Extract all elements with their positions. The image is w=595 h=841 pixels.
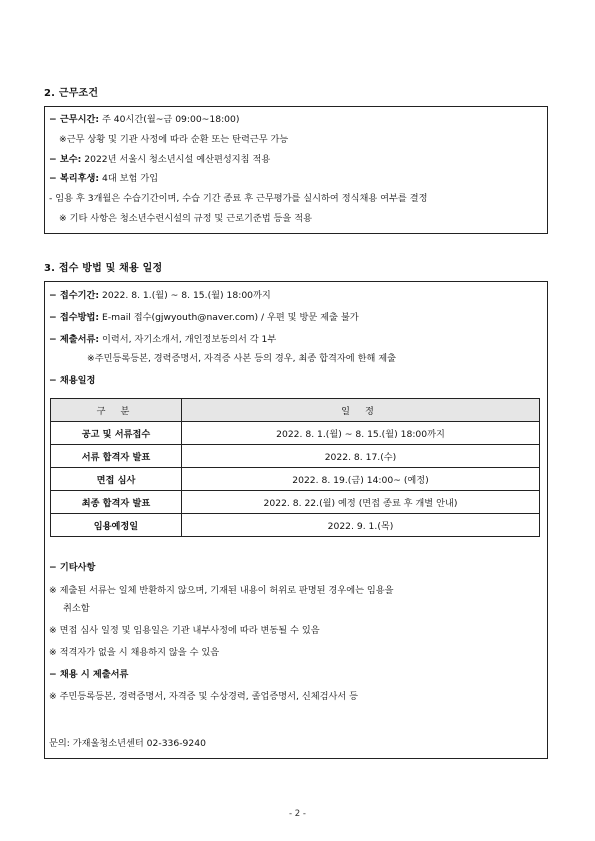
submit-line: − 채용 시 제출서류 — [49, 669, 129, 680]
row-label: 공고 및 서류접수 — [51, 422, 182, 445]
row-label: 서류 합격자 발표 — [51, 445, 182, 468]
schedule-label: 채용일정 — [59, 375, 96, 386]
section-2-title: 2. 근무조건 — [44, 88, 99, 99]
welfare-label: 복리후생: — [59, 173, 100, 184]
row-value: 2022. 9. 1.(목) — [182, 514, 540, 537]
row-value: 2022. 8. 1.(월) ~ 8. 15.(월) 18:00까지 — [182, 422, 540, 445]
other-note: ※ 기타 사항은 청소년수련시설의 규정 및 근로기준법 등을 적용 — [59, 213, 312, 224]
pay-label: 보수: — [59, 154, 82, 165]
hours-line: − 근무시간: 주 40시간(월~금 09:00~18:00) — [49, 114, 240, 125]
work-conditions-box — [44, 106, 548, 234]
period-value: 2022. 8. 1.(월) ~ 8. 15.(월) 18:00까지 — [102, 290, 271, 301]
hours-label: 근무시간: — [59, 114, 100, 125]
method-value: E-mail 접수(gjwyouth@naver.com) / 우편 및 방문 제출 불가 — [102, 312, 359, 323]
contact-info: 문의: 가재울청소년센터 02-336-9240 — [49, 738, 206, 749]
misc-label: 기타사항 — [59, 562, 96, 573]
pay-line: − 보수: 2022년 서울시 청소년시설 예산편성지침 적용 — [49, 154, 271, 165]
welfare-value: 4대 보험 가입 — [102, 173, 159, 184]
table-row — [51, 422, 540, 445]
table-row — [51, 468, 540, 491]
page-number: - 2 - — [289, 809, 306, 819]
row-value: 2022. 8. 19.(금) 14:00~ (예정) — [182, 468, 540, 491]
submit-value: ※ 주민등록등본, 경력증명서, 자격증 및 수상경력, 졸업증명서, 신체검사서 등 — [49, 691, 358, 702]
row-label: 면접 심사 — [51, 468, 182, 491]
header-schedule: 일 정 — [182, 399, 540, 422]
misc-note-1a: ※ 제출된 서류는 일체 반환하지 않으며, 기재된 내용이 허위로 판명된 경우에는 임용을 — [49, 585, 394, 596]
section-3-title: 3. 접수 방법 및 채용 일정 — [44, 263, 163, 274]
method-line: − 접수방법: E-mail 접수(gjwyouth@naver.com) / 우편 및 방문 제출 불가 — [49, 312, 359, 323]
submit-label: 채용 시 제출서류 — [59, 669, 129, 680]
header-category: 구 분 — [51, 399, 182, 422]
row-label: 임용예정일 — [51, 514, 182, 537]
misc-note-2: ※ 면접 심사 일정 및 임용일은 기관 내부사정에 따라 변동될 수 있음 — [49, 625, 320, 636]
pay-value: 2022년 서울시 청소년시설 예산편성지침 적용 — [84, 154, 271, 165]
schedule-table — [50, 398, 540, 537]
table-row — [51, 445, 540, 468]
table-row — [51, 514, 540, 537]
period-label: 접수기간: — [59, 290, 100, 301]
welfare-line: − 복리후생: 4대 보험 가입 — [49, 173, 159, 184]
method-label: 접수방법: — [59, 312, 100, 323]
row-value: 2022. 8. 17.(수) — [182, 445, 540, 468]
probation-line: - 임용 후 3개월은 수습기간이며, 수습 기간 종료 후 근무평가를 실시하여 정식채용 여부를 결정 — [49, 193, 428, 204]
docs-value: 이력서, 자기소개서, 개인정보동의서 각 1부 — [102, 334, 277, 345]
row-label: 최종 합격자 발표 — [51, 491, 182, 514]
docs-note: ※주민등록등본, 경력증명서, 자격증 사본 등의 경우, 최종 합격자에 한해 제출 — [87, 353, 396, 364]
docs-label: 제출서류: — [59, 334, 100, 345]
row-value: 2022. 8. 22.(월) 예정 (면접 종료 후 개별 안내) — [182, 491, 540, 514]
docs-line: − 제출서류: 이력서, 자기소개서, 개인정보동의서 각 1부 — [49, 334, 277, 345]
misc-line: − 기타사항 — [49, 562, 96, 573]
table-header-row — [51, 399, 540, 422]
probation-text: 임용 후 3개월은 수습기간이며, 수습 기간 종료 후 근무평가를 실시하여 정식채용 여부를 결정 — [55, 193, 428, 204]
misc-note-3: ※ 적격자가 없을 시 채용하지 않을 수 있음 — [49, 647, 220, 658]
hours-note: ※근무 상황 및 기관 사정에 따라 순환 또는 탄력근무 가능 — [59, 134, 289, 145]
misc-note-1b: 취소함 — [63, 603, 90, 614]
hours-value: 주 40시간(월~금 09:00~18:00) — [102, 114, 240, 125]
period-line: − 접수기간: 2022. 8. 1.(월) ~ 8. 15.(월) 18:00까지 — [49, 290, 271, 301]
table-row — [51, 491, 540, 514]
schedule-line: − 채용일정 — [49, 375, 96, 386]
